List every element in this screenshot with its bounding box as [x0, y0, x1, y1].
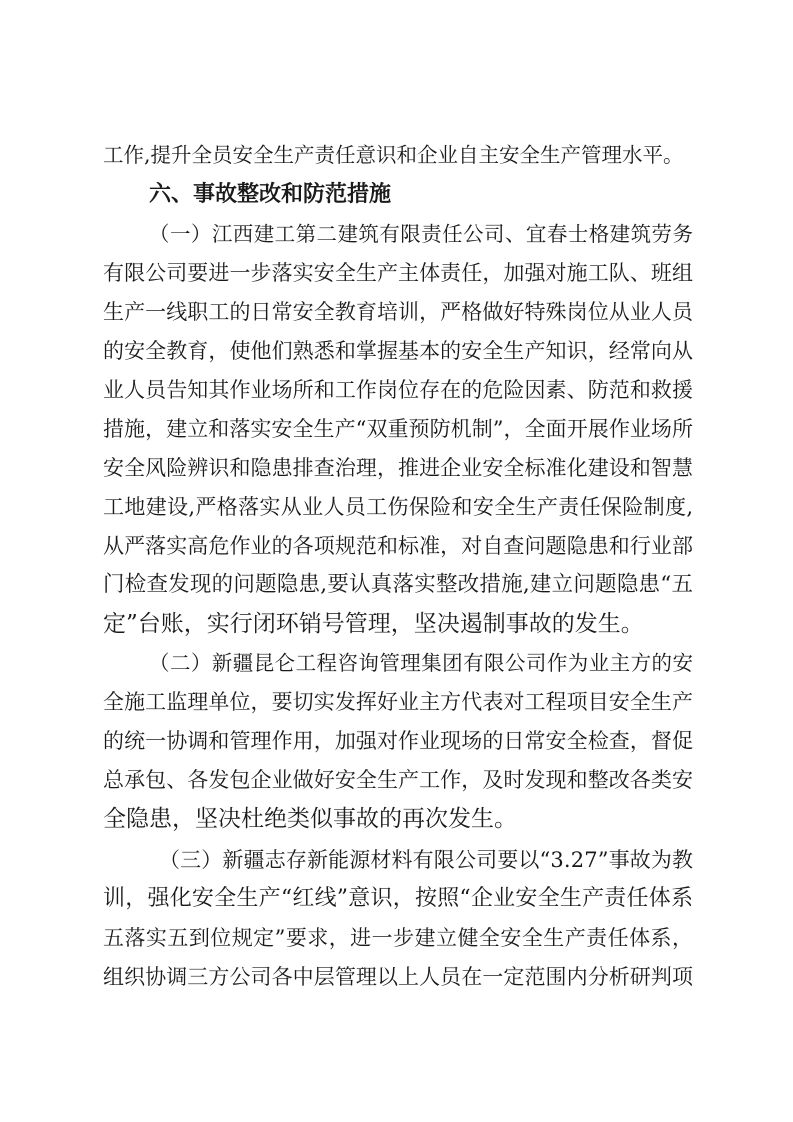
paragraph-line: 总承包、各发包企业做好安全生产工作，及时发现和整改各类安: [103, 768, 694, 792]
paragraph-line: 门检查发现的问题隐患,要认真落实整改措施,建立问题隐患“五: [103, 572, 694, 597]
paragraph-line: （二）新疆昆仑工程咨询管理集团有限公司作为业主方的安: [149, 651, 694, 675]
paragraph-line: 组织协调三方公司各中层管理以上人员在一定范围内分析研判项: [103, 965, 694, 989]
paragraph-line: 业人员告知其作业场所和工作岗位存在的危险因素、防范和救援: [103, 378, 694, 402]
paragraph-line: （三）新疆志存新能源材料有限公司要以“3.27”事故为教: [159, 848, 694, 872]
paragraph-line: 有限公司要进一步落实安全生产主体责任，加强对施工队、班组: [103, 261, 694, 285]
paragraph-line: 从严落实高危作业的各项规范和标准，对自查问题隐患和行业部: [103, 534, 694, 558]
paragraph-line: （一）江西建工第二建筑有限责任公司、宜春士格建筑劳务: [149, 222, 694, 246]
paragraph-line: 的统一协调和管理作用，加强对作业现场的日常安全检查，督促: [103, 729, 694, 753]
paragraph-line: 的安全教育，使他们熟悉和掌握基本的安全生产知识，经常向从: [103, 339, 694, 363]
paragraph-line: 训，强化安全生产“红线”意识，按照“企业安全生产责任体系: [103, 886, 694, 911]
paragraph-line: 定”台账，实行闭环销号管理，坚决遏制事故的发生。: [103, 611, 644, 637]
paragraph-line: 措施，建立和落实安全生产“双重预防机制”，全面开展作业场所: [103, 417, 694, 441]
paragraph-line: 安全风险辨识和隐患排查治理，推进企业安全标准化建设和智慧: [103, 456, 694, 480]
paragraph-line: 工地建设,严格落实从业人员工伤保险和安全生产责任保险制度,: [103, 495, 694, 519]
paragraph-line: 生产一线职工的日常安全教育培训，严格做好特殊岗位从业人员: [103, 300, 694, 324]
paragraph-line: 工作,提升全员安全生产责任意识和企业自主安全生产管理水平。: [103, 143, 684, 167]
paragraph-line: 全施工监理单位，要切实发挥好业主方代表对工程项目安全生产: [103, 690, 694, 714]
paragraph-line: 五落实五到位规定”要求，进一步建立健全安全生产责任体系，: [103, 926, 694, 950]
paragraph-line: 全隐患，坚决杜绝类似事故的再次发生。: [103, 806, 517, 832]
section-heading: 六、事故整改和防范措施: [149, 182, 392, 207]
